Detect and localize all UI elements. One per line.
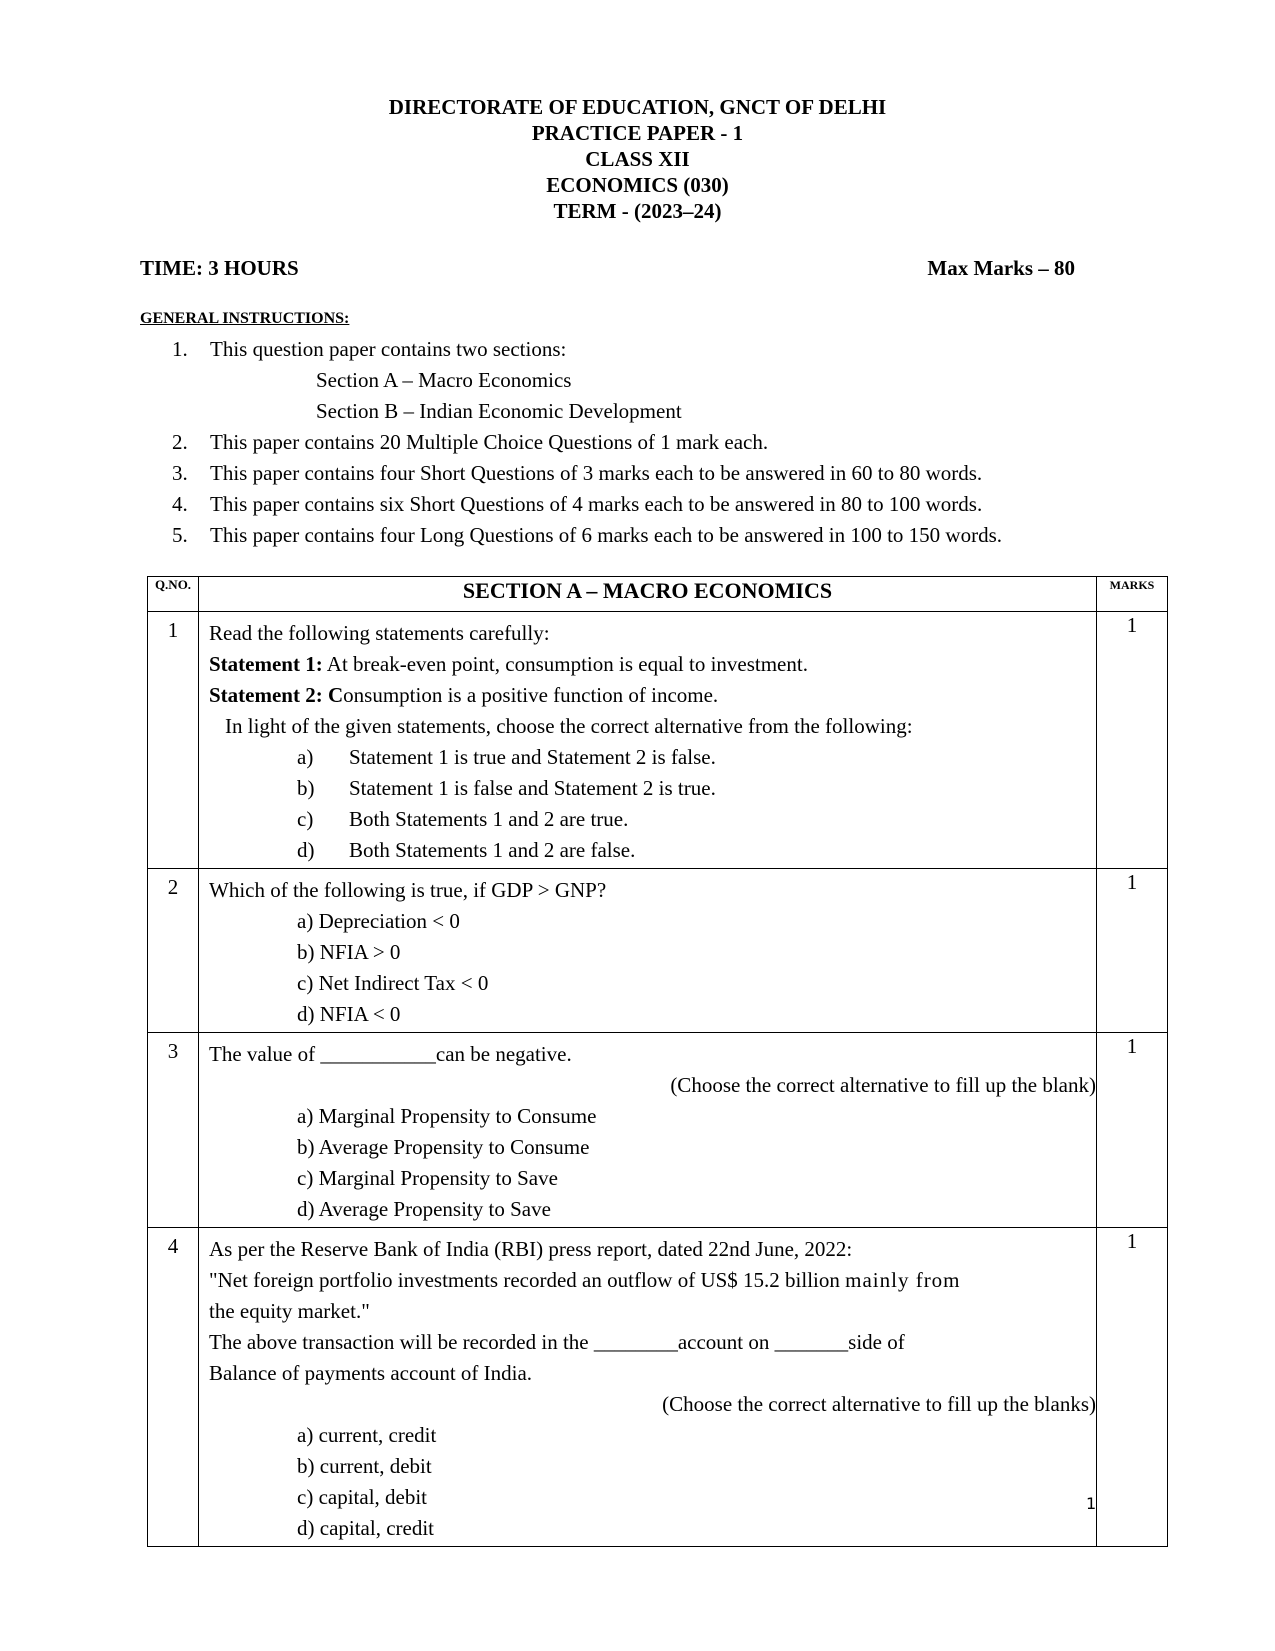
question-text: The above transaction will be recorded in the ________account on _______side of — [209, 1330, 905, 1354]
question-intro: Read the following statements carefully: — [209, 621, 550, 645]
option — [209, 804, 1096, 835]
statement-label: Statement 1: — [209, 652, 323, 676]
statement-label: Statement 2: C — [209, 683, 344, 707]
max-marks-label: Max Marks – 80 — [927, 256, 1075, 280]
option-letter: a) — [297, 745, 314, 769]
option-text: Both Statements 1 and 2 are true. — [349, 807, 629, 831]
question-note: (Choose the correct alternative to fill up the blank) — [670, 1073, 1096, 1097]
instruction-item — [172, 427, 1172, 458]
option — [209, 773, 1096, 804]
option: a) Marginal Propensity to Consume — [297, 1104, 597, 1128]
question-text: As per the Reserve Bank of India (RBI) press report, dated 22nd June, 2022: — [209, 1237, 853, 1261]
section-header: SECTION A – MACRO ECONOMICS — [199, 577, 1097, 612]
marks-header: MARKS — [1097, 577, 1168, 612]
question-table — [147, 576, 1168, 1547]
option: b) current, debit — [297, 1454, 432, 1478]
question-number: 1 — [148, 612, 199, 869]
qno-header: Q.NO. — [148, 577, 199, 612]
general-instructions-title: GENERAL INSTRUCTIONS: — [140, 310, 350, 327]
option-letter: b) — [297, 776, 315, 800]
instruction-item — [172, 458, 1172, 489]
option: c) Marginal Propensity to Save — [297, 1166, 558, 1190]
question-text: The value of ___________can be negative. — [209, 1042, 572, 1066]
question-number: 4 — [148, 1228, 199, 1547]
option: c) capital, debit — [297, 1485, 428, 1509]
option: b) Average Propensity to Consume — [297, 1135, 590, 1159]
header-paper-title: PRACTICE PAPER - 1 — [531, 121, 744, 145]
question-number: 3 — [148, 1033, 199, 1228]
option — [209, 742, 1096, 773]
question-marks: 1 — [1097, 612, 1168, 869]
header-directorate: DIRECTORATE OF EDUCATION, GNCT OF DELHI — [388, 95, 887, 119]
question-quote — [209, 1265, 1096, 1296]
option: a) Depreciation < 0 — [297, 909, 460, 933]
option-text: Both Statements 1 and 2 are false. — [349, 838, 636, 862]
question-body — [199, 869, 1097, 1033]
question-row — [148, 612, 1168, 869]
instruction-item — [172, 520, 1172, 551]
question-body — [199, 1228, 1097, 1547]
question-row — [148, 1228, 1168, 1547]
time-label: TIME: 3 HOURS — [140, 256, 299, 280]
option-letter: d) — [297, 838, 315, 862]
question-marks: 1 — [1097, 1228, 1168, 1547]
statement-text: At break-even point, consumption is equal to investment. — [322, 652, 808, 676]
option: d) Average Propensity to Save — [297, 1197, 551, 1221]
question-number: 2 — [148, 869, 199, 1033]
option: a) current, credit — [297, 1423, 437, 1447]
instruction-item — [172, 334, 1172, 365]
option-text: Statement 1 is true and Statement 2 is false. — [349, 745, 716, 769]
header-class: CLASS XII — [585, 147, 690, 171]
option: d) NFIA < 0 — [297, 1002, 401, 1026]
table-header-row — [148, 577, 1168, 612]
paper-header — [0, 94, 1275, 224]
statement-2 — [209, 680, 1096, 711]
question-text: Which of the following is true, if GDP > GNP? — [209, 878, 607, 902]
instruction-number: 3. — [172, 461, 188, 485]
statement-1 — [209, 649, 1096, 680]
question-row — [148, 1033, 1168, 1228]
general-instructions-list — [172, 334, 1172, 551]
instruction-section-a: Section A – Macro Economics — [316, 368, 572, 392]
time-marks-line — [140, 256, 1075, 281]
page-number: 1 — [1086, 1494, 1097, 1513]
option: c) Net Indirect Tax < 0 — [297, 971, 489, 995]
question-body — [199, 612, 1097, 869]
option-text: Statement 1 is false and Statement 2 is true. — [349, 776, 716, 800]
header-term: TERM - (2023–24) — [553, 199, 722, 223]
quote-part: mainly from — [845, 1268, 961, 1292]
question-text: Balance of payments account of India. — [209, 1361, 533, 1385]
option-letter: c) — [297, 807, 314, 831]
instruction-number: 1. — [172, 337, 188, 361]
instruction-number: 4. — [172, 492, 188, 516]
option: d) capital, credit — [297, 1516, 435, 1540]
question-quote-end: the equity market." — [209, 1299, 370, 1323]
question-body — [199, 1033, 1097, 1228]
instruction-text: This question paper contains two sections: — [210, 337, 567, 361]
question-marks: 1 — [1097, 869, 1168, 1033]
instruction-item — [172, 489, 1172, 520]
instruction-text: This paper contains four Short Questions of 3 marks each to be answered in 60 to 80 words. — [210, 461, 983, 485]
instruction-section-b: Section B – Indian Economic Development — [316, 399, 682, 423]
instruction-text: This paper contains four Long Questions of 6 marks each to be answered in 100 to 150 words. — [210, 523, 1002, 547]
question-note: (Choose the correct alternative to fill up the blanks) — [662, 1392, 1096, 1416]
instruction-text: This paper contains six Short Questions of 4 marks each to be answered in 80 to 100 words. — [210, 492, 983, 516]
question-instruction: In light of the given statements, choose the correct alternative from the following: — [225, 714, 913, 738]
question-marks: 1 — [1097, 1033, 1168, 1228]
quote-part: "Net foreign portfolio investments recorded an outflow of US$ 15.2 billion — [209, 1268, 846, 1292]
instruction-number: 2. — [172, 430, 188, 454]
instruction-number: 5. — [172, 523, 188, 547]
statement-text: onsumption is a positive function of income. — [343, 683, 719, 707]
option: b) NFIA > 0 — [297, 940, 401, 964]
option — [209, 835, 1096, 866]
instruction-text: This paper contains 20 Multiple Choice Questions of 1 mark each. — [210, 430, 769, 454]
question-row — [148, 869, 1168, 1033]
header-subject: ECONOMICS (030) — [546, 173, 729, 197]
